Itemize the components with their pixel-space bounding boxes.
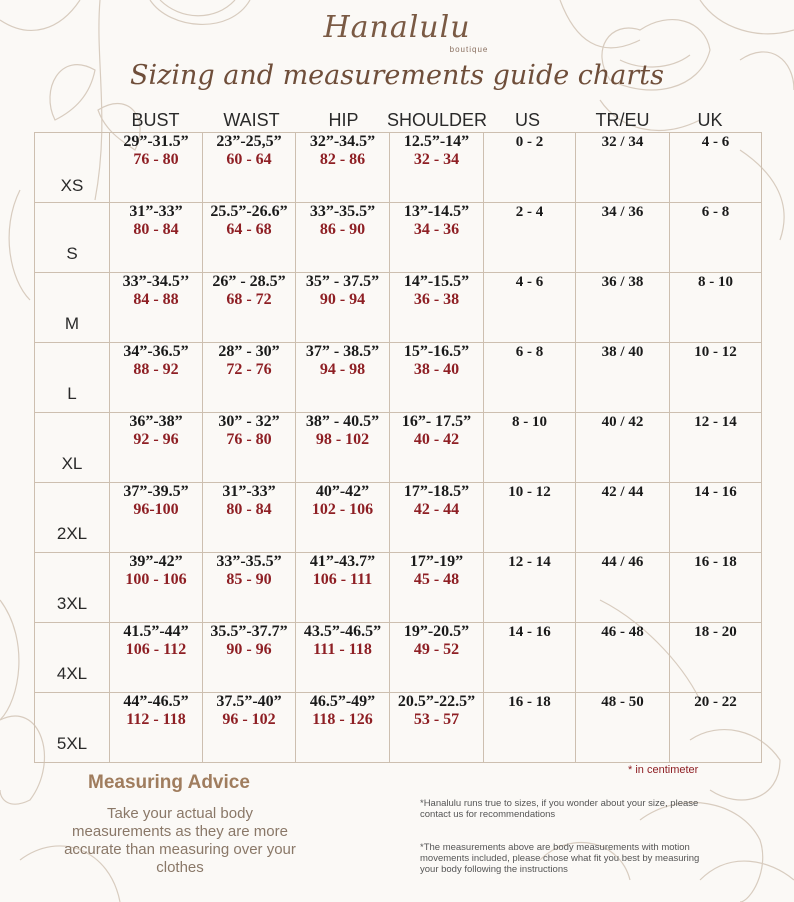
advice-title: Measuring Advice [88, 772, 250, 793]
bust-centimeters: 96-100 [133, 501, 179, 518]
table-row [35, 413, 762, 483]
hip-cell [296, 413, 390, 483]
bust-cell [110, 413, 203, 483]
eu-size-value: 32 / 34 [601, 134, 644, 150]
uk-size-value: 14 - 16 [694, 484, 737, 500]
shoulder-cell [390, 133, 484, 203]
hip-inches: 33”-35.5” [309, 203, 376, 220]
bust-inches: 31”-33” [129, 203, 183, 220]
centimeter-note: * in centimeter [628, 764, 699, 776]
hip-cell [296, 623, 390, 693]
hip-cell [296, 203, 390, 273]
us-size-value: 6 - 8 [515, 344, 544, 360]
us-cell [484, 133, 576, 203]
hip-inches: 46.5”-49” [309, 693, 376, 710]
waist-inches: 37.5”-40” [216, 693, 282, 710]
uk-cell [670, 273, 762, 343]
uk-size-value: 10 - 12 [694, 344, 737, 360]
size-label: XS [60, 176, 84, 195]
waist-cell [203, 273, 296, 343]
table-row [35, 623, 762, 693]
hip-inches: 32”-34.5” [309, 133, 376, 150]
size-label: S [66, 244, 78, 263]
brand-logo-sub: boutique [449, 45, 489, 54]
eu-cell [576, 133, 670, 203]
hip-inches: 43.5”-46.5” [303, 623, 382, 640]
shoulder-centimeters: 45 - 48 [413, 571, 460, 588]
waist-cell [203, 553, 296, 623]
uk-size-value: 6 - 8 [701, 204, 730, 220]
bust-centimeters: 112 - 118 [126, 711, 186, 728]
eu-cell [576, 413, 670, 483]
shoulder-centimeters: 40 - 42 [413, 431, 460, 448]
size-label: 3XL [56, 594, 88, 613]
shoulder-centimeters: 53 - 57 [413, 711, 460, 728]
waist-inches: 28” - 30” [218, 343, 280, 360]
hip-inches: 37” - 38.5” [305, 343, 380, 360]
waist-inches: 26” - 28.5” [212, 273, 286, 290]
hip-cell [296, 273, 390, 343]
bust-centimeters: 100 - 106 [125, 571, 187, 588]
waist-cell [203, 203, 296, 273]
waist-centimeters: 85 - 90 [226, 571, 272, 588]
header-us: US [514, 110, 540, 130]
hip-cell [296, 343, 390, 413]
bust-centimeters: 106 - 112 [125, 641, 187, 658]
shoulder-inches: 20.5”-22.5” [397, 693, 476, 710]
us-size-value: 12 - 14 [508, 554, 551, 570]
uk-cell [670, 413, 762, 483]
table-row [35, 273, 762, 343]
eu-cell [576, 203, 670, 273]
size-cell [35, 623, 110, 693]
eu-size-value: 46 - 48 [601, 624, 644, 640]
us-size-value: 16 - 18 [508, 694, 551, 710]
waist-inches: 31”-33” [222, 483, 276, 500]
eu-size-value: 48 - 50 [601, 694, 644, 710]
fit-note: *Hanalulu runs true to sizes, if you wonder about your size, please contact us for recommendations [420, 798, 699, 820]
eu-size-value: 44 / 46 [601, 554, 644, 570]
waist-centimeters: 90 - 96 [226, 641, 272, 658]
us-cell [484, 553, 576, 623]
shoulder-inches: 19”-20.5” [403, 623, 470, 640]
bust-inches: 33”-34.5’’ [122, 273, 190, 290]
uk-cell [670, 133, 762, 203]
hip-centimeters: 102 - 106 [311, 501, 374, 518]
us-cell [484, 343, 576, 413]
hip-inches: 35” - 37.5” [305, 273, 380, 290]
shoulder-inches: 15”-16.5” [403, 343, 470, 360]
hip-cell [296, 483, 390, 553]
shoulder-cell [390, 693, 484, 763]
waist-centimeters: 80 - 84 [226, 501, 272, 518]
us-cell [484, 273, 576, 343]
eu-cell [576, 693, 670, 763]
waist-cell [203, 623, 296, 693]
us-size-value: 0 - 2 [515, 134, 544, 150]
table-row [35, 203, 762, 273]
size-label: 2XL [56, 524, 88, 543]
table-row [35, 133, 762, 203]
shoulder-cell [390, 413, 484, 483]
us-size-value: 4 - 6 [515, 274, 544, 290]
uk-size-value: 18 - 20 [694, 624, 737, 640]
shoulder-cell [390, 273, 484, 343]
eu-size-value: 42 / 44 [601, 484, 644, 500]
shoulder-inches: 16”- 17.5” [401, 413, 472, 430]
bust-inches: 39”-42” [129, 553, 183, 570]
waist-centimeters: 72 - 76 [226, 361, 272, 378]
waist-centimeters: 76 - 80 [226, 431, 272, 448]
shoulder-cell [390, 203, 484, 273]
hip-cell [296, 553, 390, 623]
hip-centimeters: 94 - 98 [319, 361, 366, 378]
us-size-value: 14 - 16 [508, 624, 551, 640]
shoulder-inches: 17”-19” [409, 553, 464, 570]
hip-cell [296, 693, 390, 763]
size-label: XL [61, 454, 83, 473]
uk-cell [670, 693, 762, 763]
header-hip: HIP [328, 110, 359, 130]
bust-inches: 44”-46.5” [123, 693, 189, 710]
bust-inches: 29”-31.5” [123, 133, 189, 150]
waist-inches: 30” - 32” [218, 413, 280, 430]
size-cell [35, 273, 110, 343]
bust-cell [110, 133, 203, 203]
waist-inches: 33”-35.5” [216, 553, 282, 570]
us-cell [484, 203, 576, 273]
waist-centimeters: 60 - 64 [226, 151, 272, 168]
uk-cell [670, 553, 762, 623]
hip-centimeters: 98 - 102 [315, 431, 370, 448]
size-cell [35, 413, 110, 483]
measurement-note: *The measurements above are body measurements with motion movements included, please chose what fit you best by measuring your body following the instructions [420, 842, 700, 875]
uk-size-value: 4 - 6 [701, 134, 730, 150]
bust-cell [110, 623, 203, 693]
hip-inches: 40”-42” [315, 483, 370, 500]
shoulder-centimeters: 42 - 44 [413, 501, 460, 518]
header-waist: WAIST [223, 110, 280, 130]
brand-logo-name: Hanalulu [323, 10, 471, 45]
size-label: L [67, 384, 77, 403]
bust-cell [110, 273, 203, 343]
table-row [35, 693, 762, 763]
uk-cell [670, 483, 762, 553]
waist-centimeters: 96 - 102 [222, 711, 276, 728]
uk-cell [670, 203, 762, 273]
waist-inches: 35.5”-37.7” [210, 623, 288, 640]
uk-cell [670, 343, 762, 413]
hip-centimeters: 90 - 94 [319, 291, 366, 308]
hip-centimeters: 111 - 118 [313, 641, 372, 658]
hip-centimeters: 86 - 90 [319, 221, 366, 238]
shoulder-inches: 12.5”-14” [403, 133, 470, 150]
eu-cell [576, 483, 670, 553]
waist-inches: 25.5”-26.6” [210, 203, 288, 220]
us-cell [484, 413, 576, 483]
shoulder-cell [390, 483, 484, 553]
eu-size-value: 40 / 42 [601, 414, 644, 430]
advice-body: Take your actual body measurements as they are more accurate than measuring over your clothes [64, 805, 296, 876]
size-cell [35, 553, 110, 623]
hip-centimeters: 106 - 111 [312, 571, 373, 588]
bust-inches: 41.5”-44” [123, 623, 189, 640]
uk-size-value: 8 - 10 [698, 274, 733, 290]
us-size-value: 2 - 4 [515, 204, 544, 220]
shoulder-centimeters: 36 - 38 [413, 291, 460, 308]
uk-size-value: 16 - 18 [694, 554, 737, 570]
shoulder-cell [390, 623, 484, 693]
size-label: M [64, 314, 80, 333]
size-cell [35, 693, 110, 763]
bust-cell [110, 693, 203, 763]
waist-inches: 23”-25,5” [216, 133, 282, 150]
us-size-value: 10 - 12 [508, 484, 551, 500]
size-cell [35, 343, 110, 413]
us-cell [484, 693, 576, 763]
bust-cell [110, 483, 203, 553]
shoulder-centimeters: 49 - 52 [413, 641, 460, 658]
size-chart-table [34, 132, 762, 763]
header-uk: UK [697, 110, 723, 130]
waist-cell [203, 693, 296, 763]
shoulder-cell [390, 343, 484, 413]
shoulder-centimeters: 38 - 40 [413, 361, 460, 378]
table-row [35, 483, 762, 553]
size-label: 4XL [56, 664, 88, 683]
table-row [35, 343, 762, 413]
table-row [35, 553, 762, 623]
shoulder-inches: 17”-18.5” [403, 483, 470, 500]
page-title: Sizing and measurements guide charts [129, 60, 665, 91]
us-cell [484, 483, 576, 553]
header-shoulder: SHOULDER [386, 110, 488, 130]
eu-cell [576, 343, 670, 413]
eu-cell [576, 623, 670, 693]
shoulder-inches: 14”-15.5” [403, 273, 470, 290]
uk-cell [670, 623, 762, 693]
eu-size-value: 38 / 40 [601, 344, 644, 360]
bust-centimeters: 80 - 84 [133, 221, 179, 238]
header-tr-eu: TR/EU [595, 110, 650, 130]
eu-size-value: 34 / 36 [601, 204, 644, 220]
waist-cell [203, 413, 296, 483]
bust-centimeters: 92 - 96 [133, 431, 179, 448]
shoulder-cell [390, 553, 484, 623]
waist-centimeters: 68 - 72 [226, 291, 272, 308]
bust-inches: 36”-38” [129, 413, 183, 430]
bust-inches: 37”-39.5” [123, 483, 189, 500]
size-cell [35, 133, 110, 203]
eu-cell [576, 553, 670, 623]
hip-centimeters: 118 - 126 [312, 711, 373, 728]
waist-cell [203, 343, 296, 413]
hip-inches: 38” - 40.5” [305, 413, 380, 430]
bust-cell [110, 553, 203, 623]
waist-centimeters: 64 - 68 [226, 221, 272, 238]
eu-size-value: 36 / 38 [601, 274, 644, 290]
us-size-value: 8 - 10 [512, 414, 547, 430]
bust-inches: 34”-36.5” [123, 343, 189, 360]
shoulder-centimeters: 34 - 36 [413, 221, 460, 238]
bust-centimeters: 84 - 88 [133, 291, 179, 308]
shoulder-inches: 13”-14.5” [403, 203, 470, 220]
size-label: 5XL [56, 734, 88, 753]
size-cell [35, 203, 110, 273]
header-bust: BUST [131, 110, 180, 130]
uk-size-value: 20 - 22 [694, 694, 737, 710]
size-cell [35, 483, 110, 553]
bust-centimeters: 88 - 92 [133, 361, 179, 378]
uk-size-value: 12 - 14 [694, 414, 737, 430]
shoulder-centimeters: 32 - 34 [413, 151, 460, 168]
us-cell [484, 623, 576, 693]
hip-centimeters: 82 - 86 [319, 151, 366, 168]
bust-centimeters: 76 - 80 [133, 151, 179, 168]
bust-cell [110, 203, 203, 273]
hip-cell [296, 133, 390, 203]
eu-cell [576, 273, 670, 343]
waist-cell [203, 483, 296, 553]
bust-cell [110, 343, 203, 413]
waist-cell [203, 133, 296, 203]
hip-inches: 41”-43.7” [309, 553, 376, 570]
